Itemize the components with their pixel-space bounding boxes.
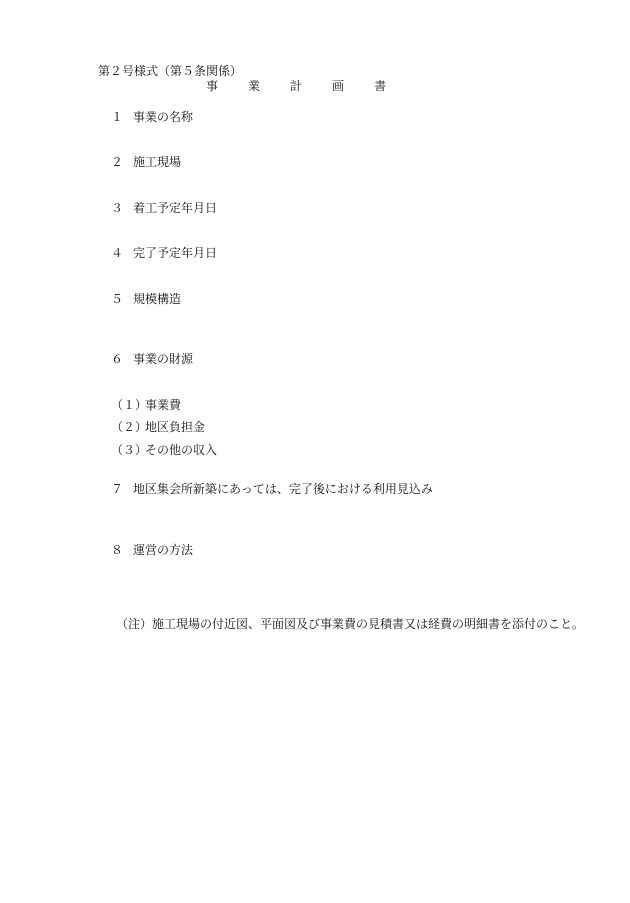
item-label: 着工予定年月日: [133, 201, 218, 215]
item-label: 地区集会所新築にあっては、完了後における利用見込み: [133, 482, 433, 496]
item-label: 規模構造: [133, 292, 182, 306]
sub-item-label: 地区負担金: [145, 420, 206, 434]
sub-item-label: その他の収入: [145, 443, 218, 457]
funding-source-other-income: [111, 443, 217, 457]
item-number: ８: [111, 543, 124, 557]
item-number: ７: [111, 482, 124, 496]
item-number: ３: [111, 201, 124, 215]
title-char: 事: [206, 79, 219, 93]
item-number: ２: [111, 155, 124, 169]
title-char: 業: [248, 79, 261, 93]
attachment-note: （注）施工現場の付近図、平面図及び事業費の見積書又は経費の明細書を添付のこと。: [116, 617, 585, 631]
item-business-name: [111, 110, 193, 124]
item-number: ４: [111, 246, 124, 260]
funding-source-business-cost: [111, 398, 181, 412]
sub-item-label: 事業費: [145, 398, 182, 412]
item-scale-structure: [111, 292, 181, 306]
item-funding: [111, 352, 193, 366]
item-label: 事業の名称: [133, 110, 194, 124]
sub-item-number: （１）: [111, 398, 148, 412]
item-number: ５: [111, 292, 124, 306]
item-label: 施工現場: [133, 155, 182, 169]
item-start-date: [111, 201, 217, 215]
item-completion-date: [111, 246, 217, 260]
title-char: 計: [290, 79, 303, 93]
document-title: [206, 79, 386, 93]
item-label: 事業の財源: [133, 352, 194, 366]
item-usage-outlook: [111, 482, 433, 496]
funding-source-district-share: [111, 420, 205, 434]
sub-item-number: （２）: [111, 420, 148, 434]
form-number: 第２号様式（第５条関係）: [98, 64, 243, 78]
item-operation-method: [111, 543, 193, 557]
title-char: 書: [374, 79, 387, 93]
item-number: １: [111, 110, 124, 124]
title-char: 画: [332, 79, 345, 93]
item-label: 運営の方法: [133, 543, 194, 557]
sub-item-number: （３）: [111, 443, 148, 457]
item-number: ６: [111, 352, 124, 366]
item-label: 完了予定年月日: [133, 246, 218, 260]
item-construction-site: [111, 155, 181, 169]
